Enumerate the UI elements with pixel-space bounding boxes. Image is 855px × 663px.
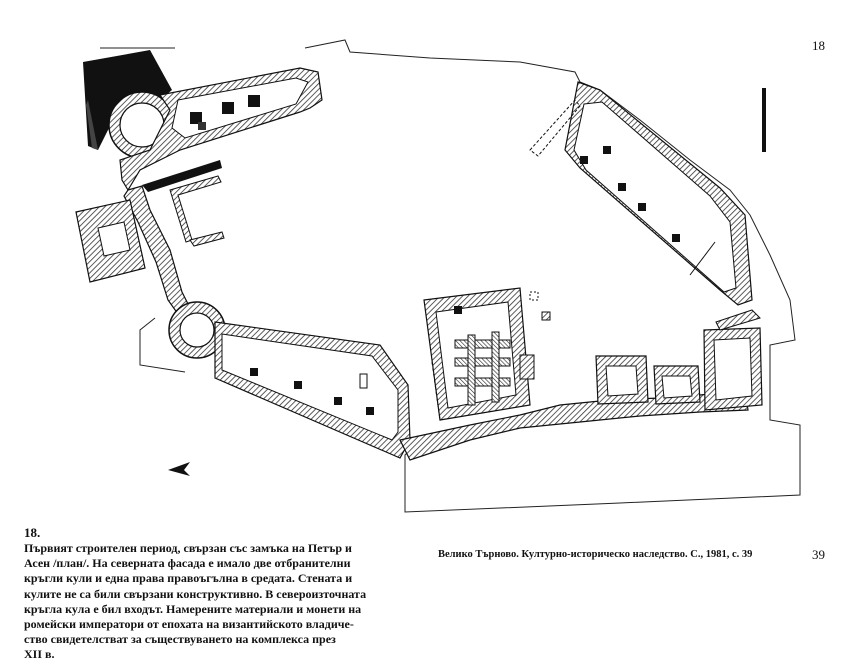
caption-line: Асен /план/. На северната фасада е имало две отбранителни bbox=[24, 556, 351, 571]
southwest-long-hall bbox=[215, 322, 410, 458]
northeast-long-hall bbox=[530, 82, 752, 305]
scale-bar-icon bbox=[762, 88, 766, 152]
inner-wall-fragments bbox=[170, 176, 224, 246]
caption-line: кулите не са били свързани конструктивно. В североизточната bbox=[24, 586, 367, 601]
north-arrow-icon bbox=[168, 462, 190, 476]
figure-caption bbox=[24, 541, 406, 663]
east-rooms bbox=[596, 310, 762, 410]
page-number-bottom: 39 bbox=[812, 547, 825, 562]
source-citation: Велико Търново. Културно-историческо наследство. С., 1981, с. 39 bbox=[438, 549, 753, 560]
central-building bbox=[424, 288, 550, 420]
page-number-top: 18 bbox=[812, 38, 825, 53]
caption-line: ство свидетелстват за съществуването на комплекса през bbox=[24, 632, 336, 647]
caption-line: кръгла кула е бил входът. Намерените материали и монети на bbox=[24, 601, 362, 616]
figure-number: 18. bbox=[24, 525, 41, 540]
caption-line: ромейски императори от епохата на византийското владиче- bbox=[24, 617, 354, 632]
caption-line: Първият строителен период, свързан със замъка на Петър и bbox=[24, 541, 352, 555]
caption-line: кръгли кули и една права правоъгълна в средата. Стената и bbox=[24, 571, 353, 586]
caption-line: XII в. bbox=[24, 647, 55, 662]
